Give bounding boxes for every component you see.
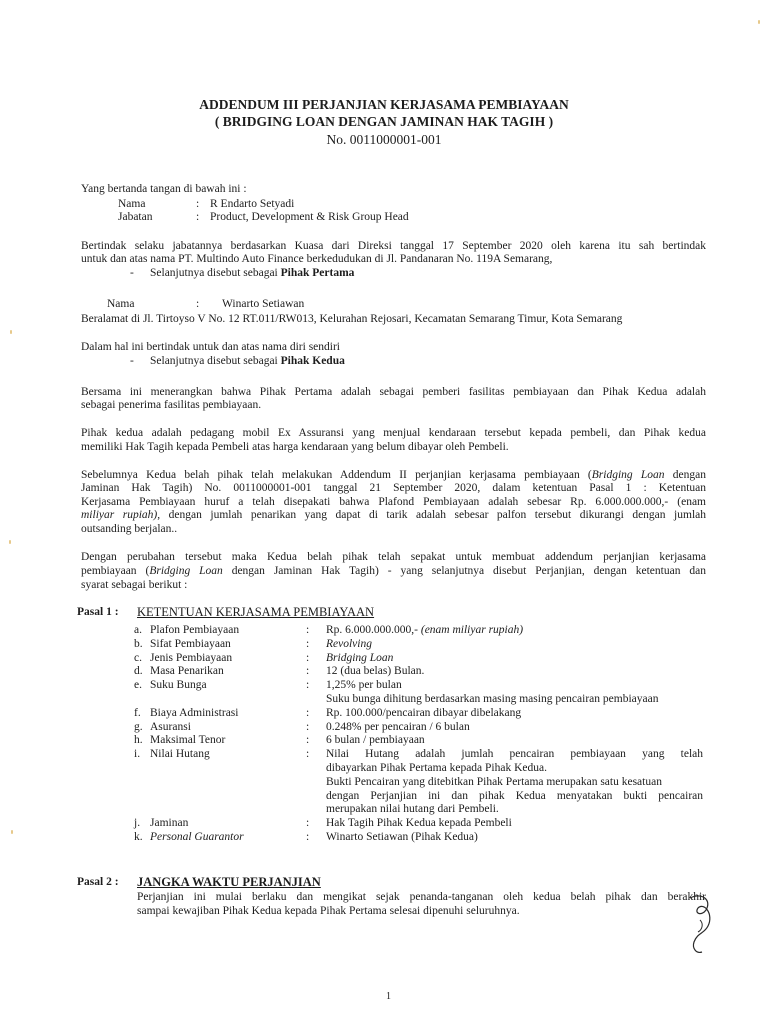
paragraph-3-line-1: Sebelumnya Kedua belah pihak telah melakukan Addendum II perjanjian kerjasama pembiayaan (Bridging Loan dengan — [81, 469, 706, 481]
pasal2-line-1: Perjanjian ini mulai berlaku dan mengikat sejak penanda-tanganan oleh kedua belah pihak dan berakhir — [137, 891, 706, 903]
pasal1-item-value: dengan Perjanjian ini dan pihak Kedua menyatakan bukti pencairan — [326, 789, 703, 802]
pasal1-item-separator: : — [306, 817, 310, 830]
scan-speck — [11, 830, 13, 834]
paragraph-3-line-3: Kerjasama Pembiayaan huruf a telah disepakati bahwa Plafond Pembiayaan adalah sebesar Rp. 6.000.000.000,- (enam — [81, 496, 706, 508]
pasal1-item-value: merupakan nilai hutang dari Pembeli. — [326, 803, 499, 816]
pasal1-item-value: 12 (dua belas) Bulan. — [326, 665, 425, 678]
scan-speck — [758, 20, 760, 24]
paragraph-1-line-2: sebagai penerima fasilitas pembiayaan. — [81, 399, 262, 411]
pasal1-label: Pasal 1 : — [77, 606, 119, 618]
page-number: 1 — [386, 991, 391, 1002]
pasal1-item-value: Winarto Setiawan (Pihak Kedua) — [326, 831, 478, 843]
pasal1-item-letter: k. — [134, 831, 143, 843]
pasal1-item-term: Sifat Pembiayaan — [150, 637, 231, 650]
scan-speck — [9, 540, 11, 544]
pasal1-item-separator: : — [306, 831, 310, 843]
document-title-line-2: ( BRIDGING LOAN DENGAN JAMINAN HAK TAGIH ) — [214, 114, 554, 129]
pasal1-item-separator: : — [306, 665, 310, 678]
pasal1-item-letter: e. — [134, 679, 142, 692]
party1-position-label: Jabatan — [118, 211, 153, 223]
pasal2-label: Pasal 2 : — [77, 876, 119, 888]
pasal1-item-separator: : — [306, 748, 310, 761]
pasal1-item-term: Biaya Administrasi — [150, 706, 239, 719]
pasal1-item-value: 6 bulan / pembiayaan — [326, 734, 425, 747]
paragraph-4-line-3: syarat sebagai berikut : — [81, 579, 188, 591]
pasal2-heading: JANGKA WAKTU PERJANJIAN — [137, 875, 321, 889]
self-acting-line: Dalam hal ini bertindak untuk dan atas nama diri sendiri — [81, 341, 340, 353]
signature-initials-icon — [680, 892, 724, 962]
pasal1-item-value: 0.248% per pencairan / 6 bulan — [326, 720, 470, 733]
party1-position-sep: : — [196, 211, 200, 223]
pasal1-item-term: Plafon Pembiayaan — [150, 624, 240, 636]
paragraph-3-line-2: Jaminan Hak Tagih) No. 0011000001-001 tanggal 21 September 2020, dalam ketentuan Pasal 1 : Ketentuan — [81, 482, 706, 494]
pasal2-line-2: sampai kewajiban Pihak Kedua kepada Pihak Pertama selesai dipenuhi seluruhnya. — [137, 905, 520, 917]
pasal1-item-separator: : — [306, 734, 310, 747]
party1-position-value: Product, Development & Risk Group Head — [210, 211, 409, 223]
pasal1-item-letter: i. — [134, 748, 141, 761]
pasal1-item-separator: : — [306, 624, 310, 636]
paragraph-1-line-1: Bersama ini menerangkan bahwa Pihak Pertama adalah sebagai pemberi fasilitas pembiayaan dan Pihak Kedua adalah — [81, 386, 706, 398]
scan-speck — [10, 330, 12, 334]
party2-address: Beralamat di Jl. Tirtoyso V No. 12 RT.011/RW013, Kelurahan Rejosari, Kecamatan Semarang Timur, Kota Semarang — [81, 313, 623, 325]
pasal1-item-separator: : — [306, 651, 310, 664]
party2-name-value: Winarto Setiawan — [222, 298, 305, 310]
second-party-name: Pihak Kedua — [280, 355, 345, 367]
pasal1-item-letter: j. — [134, 817, 141, 830]
party1-name-sep: : — [196, 198, 200, 210]
intro-line: Yang bertanda tangan di bawah ini : — [81, 183, 247, 195]
pasal1-item-letter: d. — [134, 665, 143, 678]
pasal1-item-letter: f. — [134, 706, 141, 719]
pasal1-item-value: Suku bunga dihitung berdasarkan masing masing pencairan pembiayaan — [326, 693, 659, 705]
pasal1-item-letter: g. — [134, 720, 143, 733]
pasal1-item-term: Nilai Hutang — [150, 748, 210, 761]
second-party-designation: Selanjutnya disebut sebagai Pihak Kedua — [150, 355, 345, 367]
second-party-dash: - — [130, 355, 134, 367]
pasal1-item-value: Rp. 100.000/pencairan dibayar dibelakang — [326, 706, 522, 719]
pasal1-item-separator: : — [306, 706, 310, 719]
pasal1-item-value: dibayarkan Pihak Pertama kepada Pihak Kedua. — [326, 762, 547, 774]
pasal1-item-letter: b. — [134, 637, 143, 650]
pasal1-item-term: Personal Guarantor — [150, 831, 244, 843]
pasal1-item-letter: a. — [134, 624, 142, 636]
party1-name-label: Nama — [118, 198, 146, 210]
pasal1-item-separator: : — [306, 679, 310, 692]
pasal1-item-term: Jaminan — [150, 817, 189, 830]
paragraph-4-line-1: Dengan perubahan tersebut maka Kedua belah pihak telah sepakat untuk membuat addendum perjanjian kerjasama — [81, 551, 706, 563]
first-party-name: Pihak Pertama — [280, 267, 355, 279]
acting-line-1: Bertindak selaku jabatannya berdasarkan Kuasa dari Direksi tanggal 17 September 2020 oleh karena itu sah bertindak — [81, 240, 706, 252]
pasal1-item-term: Suku Bunga — [150, 679, 207, 692]
pasal1-item-letter: c. — [134, 651, 142, 664]
acting-line-2: untuk dan atas nama PT. Multindo Auto Finance berkedudukan di Jl. Pandanaran No. 119A Semarang, — [81, 253, 553, 265]
pasal1-item-value: Nilai Hutang adalah jumlah pencairan pembiayaan yang telah — [326, 748, 703, 761]
pasal1-item-value: Revolving — [326, 637, 372, 650]
paragraph-4-line-2: pembiayaan (Bridging Loan dengan Jaminan Hak Tagih) - yang selanjutnya disebut Perjanjian, dengan ketentuan dan — [81, 565, 706, 577]
first-party-designation: Selanjutnya disebut sebagai Pihak Pertama — [150, 267, 355, 279]
document-number: No. 0011000001-001 — [326, 132, 442, 147]
document-title-line-1: ADDENDUM III PERJANJIAN KERJASAMA PEMBIAYAAN — [199, 97, 569, 112]
pasal1-item-value: 1,25% per bulan — [326, 679, 402, 692]
pasal1-item-value: Bridging Loan — [326, 651, 394, 664]
paragraph-3-line-5: outsanding berjalan.. — [81, 523, 178, 535]
paragraph-2-line-1: Pihak kedua adalah pedagang mobil Ex Assuransi yang menjual kendaraan tersebut kepada pembeli, dan Pihak kedua — [81, 427, 706, 439]
pasal1-item-letter: h. — [134, 734, 143, 747]
pasal1-item-term: Jenis Pembiayaan — [150, 651, 233, 664]
party2-name-label: Nama — [107, 298, 135, 310]
pasal1-heading: KETENTUAN KERJASAMA PEMBIAYAAN — [137, 605, 375, 619]
pasal1-item-separator: : — [306, 720, 310, 733]
pasal1-item-value: Hak Tagih Pihak Kedua kepada Pembeli — [326, 817, 512, 830]
pasal1-item-value: Rp. 6.000.000.000,- (enam miliyar rupiah) — [326, 624, 524, 636]
pasal1-item-value: Bukti Pencairan yang ditebitkan Pihak Pertama merupakan satu kesatuan — [326, 775, 662, 788]
first-party-dash: - — [130, 267, 134, 279]
paragraph-2-line-2: memiliki Hak Tagih kepada Pembeli atas harga kendaraan yang belum dibayar oleh Pembeli. — [81, 441, 509, 453]
pasal1-item-term: Maksimal Tenor — [150, 734, 226, 747]
paragraph-3-line-4: miliyar rupiah), dengan jumlah penarikan yang dapat di tarik adalah sebesar palfon tersebut dikurangi dengan jumlah — [81, 509, 706, 521]
party1-name-value: R Endarto Setyadi — [210, 198, 295, 210]
pasal1-item-term: Masa Penarikan — [150, 665, 224, 678]
pasal1-item-term: Asuransi — [150, 720, 191, 733]
pasal1-item-separator: : — [306, 637, 310, 650]
party2-name-sep: : — [196, 298, 200, 310]
